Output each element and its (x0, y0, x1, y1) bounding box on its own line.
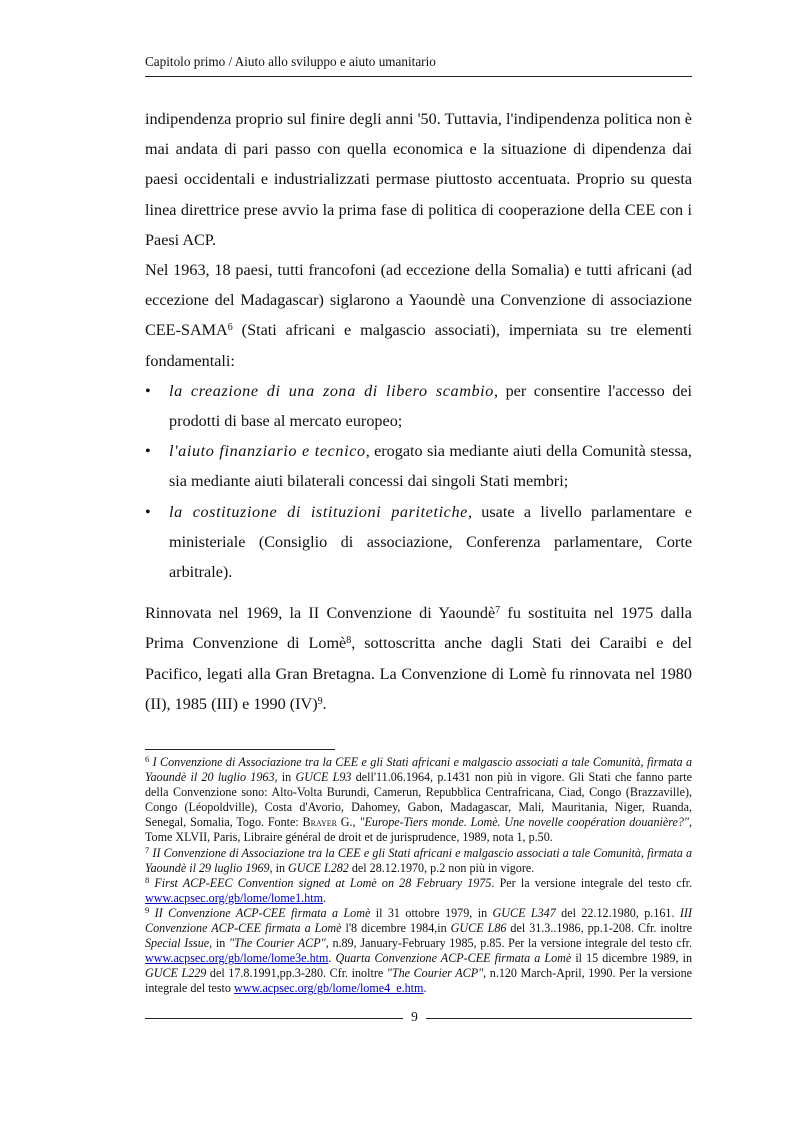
footnote-9-text: l'8 dicembre 1984,in (341, 921, 451, 936)
page-footer (145, 1008, 692, 1028)
footnote-9-title-3: Quarta Convenzione ACP-CEE firmata a Lomè (335, 951, 572, 966)
header-rule (145, 76, 692, 77)
footnote-9-source-3: GUCE L229 (145, 966, 207, 981)
footnote-9-text: , n.120 March-April, 1990. Per la versione integrale del testo (145, 966, 692, 996)
footnote-9-courier-2: "The Courier ACP" (386, 966, 484, 981)
footnote-9-text: del 22.12.1980, p.161. (555, 905, 680, 920)
footnote-ref-9[interactable]: 9 (317, 695, 323, 707)
footnote-6 (145, 755, 692, 846)
footnote-9-link-1[interactable]: www.acpsec.org/gb/lome/lome3e.htm (145, 951, 329, 966)
footnote-9-source-1: GUCE L347 (492, 905, 556, 920)
footnote-9-text: il 15 dicembre 1989, in (571, 951, 692, 966)
footnote-8-link[interactable]: www.acpsec.org/gb/lome/lome1.htm (145, 890, 324, 905)
footnote-ref-7[interactable]: 7 (495, 605, 501, 617)
footnote-8-title: First ACP-EEC Convention signed at Lomè on 28 February 1975 (149, 875, 492, 890)
footnote-8 (145, 876, 692, 906)
paragraph-3-text-d: . (322, 694, 327, 713)
bullet-item-3-text: , usate a livello parlamentare e ministeriale (Consiglio di associazione, Conferenza parlamentare, Corte arbitrale). (169, 502, 692, 582)
footnote-8-text: . (323, 890, 327, 905)
bullet-item-1-term: la creazione di una zona di libero scambio (169, 381, 494, 400)
footnote-8-number: 8 (145, 874, 150, 885)
bullet-item-3-term: la costituzione di istituzioni paritetiche (169, 502, 468, 521)
footnote-9-text: del 17.8.1991,pp.3-280. Cfr. inoltre (206, 966, 387, 981)
footnote-6-number: 6 (145, 754, 150, 764)
bullet-icon: • (145, 442, 151, 461)
footnote-7-source: GUCE L282 (288, 860, 349, 875)
page-number: 9 (411, 1009, 418, 1024)
footnote-9-text: . (328, 951, 336, 966)
footnote-6-author: Brayer (302, 815, 337, 830)
footnote-ref-6[interactable]: 6 (227, 322, 233, 334)
paragraph-3 (145, 598, 692, 719)
footnote-9-source-2: GUCE L86 (450, 921, 507, 936)
paragraph-3-text-a: Rinnovata nel 1969, la II Convenzione di Yaoundè (145, 604, 496, 623)
footnote-9-text: , n.89, January-February 1985, p.85. Per la versione integrale del testo cfr. (325, 936, 692, 951)
footnote-9-special-issue: Special Issue (145, 936, 210, 951)
footnote-9 (145, 906, 692, 997)
footnote-9-number: 9 (145, 904, 150, 915)
footnote-7-text: in (272, 860, 289, 875)
paragraph-3-text-c: , sottoscritta anche dagli Stati dei Caraibi e del Pacifico, legati alla Gran Bretagna. La Convenzione di Lomè fu rinnovata nel 1980 (II), 1985 (III) e 1990 (IV) (145, 634, 692, 713)
footnotes (145, 755, 692, 997)
bullet-item-1 (145, 376, 692, 436)
footnote-9-courier-1: "The Courier ACP" (229, 936, 326, 951)
footnote-separator (145, 749, 335, 750)
bullet-item-1-text: , per consentire l'accesso dei prodotti di base al mercato europeo; (169, 381, 693, 431)
paragraph-2-text-b: (Stati africani e malgascio associati), imperniata su tre elementi fondamentali: (145, 321, 692, 370)
footnote-6-source: GUCE L93 (295, 770, 352, 785)
bullet-icon: • (145, 381, 151, 400)
bullet-item-2-text: , erogato sia mediante aiuti della Comunità stessa, sia mediante aiuti bilaterali concessi dai singoli Stati membri; (169, 442, 692, 491)
bullet-item-2 (145, 436, 692, 496)
footnote-9-link-2[interactable]: www.acpsec.org/gb/lome/lome4_e.htm (234, 981, 424, 996)
footnote-9-text: il 31 ottobre 1979, in (370, 905, 493, 920)
footnote-9-text: del 31.3..1986, pp.1-208. Cfr. inoltre (506, 921, 693, 936)
footer-rule-left (145, 1018, 403, 1019)
running-header: Capitolo primo / Aiuto allo sviluppo e aiuto umanitario (145, 54, 436, 69)
footnote-6-book-title: "Europe-Tiers monde. Lomè. Une novelle coopération douanière?", (359, 815, 692, 830)
footnote-6-text: dell'11.06.1964, p.1431 non più in vigore. Gli Stati che fanno parte della Convenzione sono: Alto-Volta Burundi, Camerun, Repubblica Centrafricana, Ciad, Congo (Brazzaville), Congo (Léopoldville), Costa d'Avorio, Dahomey, Gabon, Madagascar, Mali, Mauritania, Niger, Ruanda, Senegal, Somalia, Togo. Fonte: (145, 770, 692, 830)
footnote-6-text: Tome XLVII, Paris, Libraire général de droit et de jurisprudence, 1989, nota 1, p.50. (145, 830, 553, 845)
footnote-7-text: del 28.12.1970, p.2 non più in vigore. (348, 860, 535, 875)
footnote-7-title: II Convenzione di Associazione tra la CEE e gli Stati africani e malgascio associati a tale Comunità, firmata a Yaoundè il 29 luglio 1969, (145, 845, 692, 875)
main-text (145, 104, 692, 719)
footnote-7 (145, 846, 692, 876)
footnote-6-text: G., (337, 815, 360, 830)
footer-rule-right (426, 1018, 692, 1019)
paragraph-3-text-b: fu sostituita nel 1975 dalla Prima Convenzione di Lomè (145, 604, 692, 653)
bullet-icon: • (145, 502, 151, 521)
bullet-item-2-term: l'aiuto finanziario e tecnico (169, 442, 366, 461)
paragraph-1: indipendenza proprio sul finire degli anni '50. Tuttavia, l'indipendenza politica non è mai andata di pari passo con quella economica e la situazione di dipendenza dai paesi occidentali e industrializzati permase piuttosto accentuata. Proprio su questa linea direttrice prese avvio la prima fase di politica di cooperazione della CEE con i Paesi ACP. (145, 110, 692, 249)
footnote-9-title-2: III Convenzione ACP-CEE firmata a Lomè (145, 905, 692, 936)
footnote-9-title-1: II Convenzione ACP-CEE firmata a Lomè (149, 905, 371, 920)
bullet-list (145, 376, 692, 587)
paragraph-2 (145, 255, 692, 376)
footnote-6-text: in (277, 770, 296, 785)
bullet-item-3 (145, 497, 692, 588)
footnote-9-text: . (423, 981, 427, 996)
paragraph-2-text-a: Nel 1963, 18 paesi, tutti francofoni (ad eccezione della Somalia) e tutti africani (ad eccezione del Madagascar) siglarono a Yaoundè una Convenzione di associazione CEE-SAMA (145, 261, 692, 340)
footnote-6-title: I Convenzione di Associazione tra la CEE e gli Stati africani e malgascio associati a tale Comunità, firmata a Yaoundè il 20 luglio 1963, (145, 755, 692, 785)
footnote-ref-8[interactable]: 8 (346, 635, 352, 647)
footnote-7-number: 7 (145, 844, 150, 855)
footnote-8-text: . Per la versione integrale del testo cfr. (491, 875, 692, 890)
footnote-9-text: , in (209, 936, 230, 951)
